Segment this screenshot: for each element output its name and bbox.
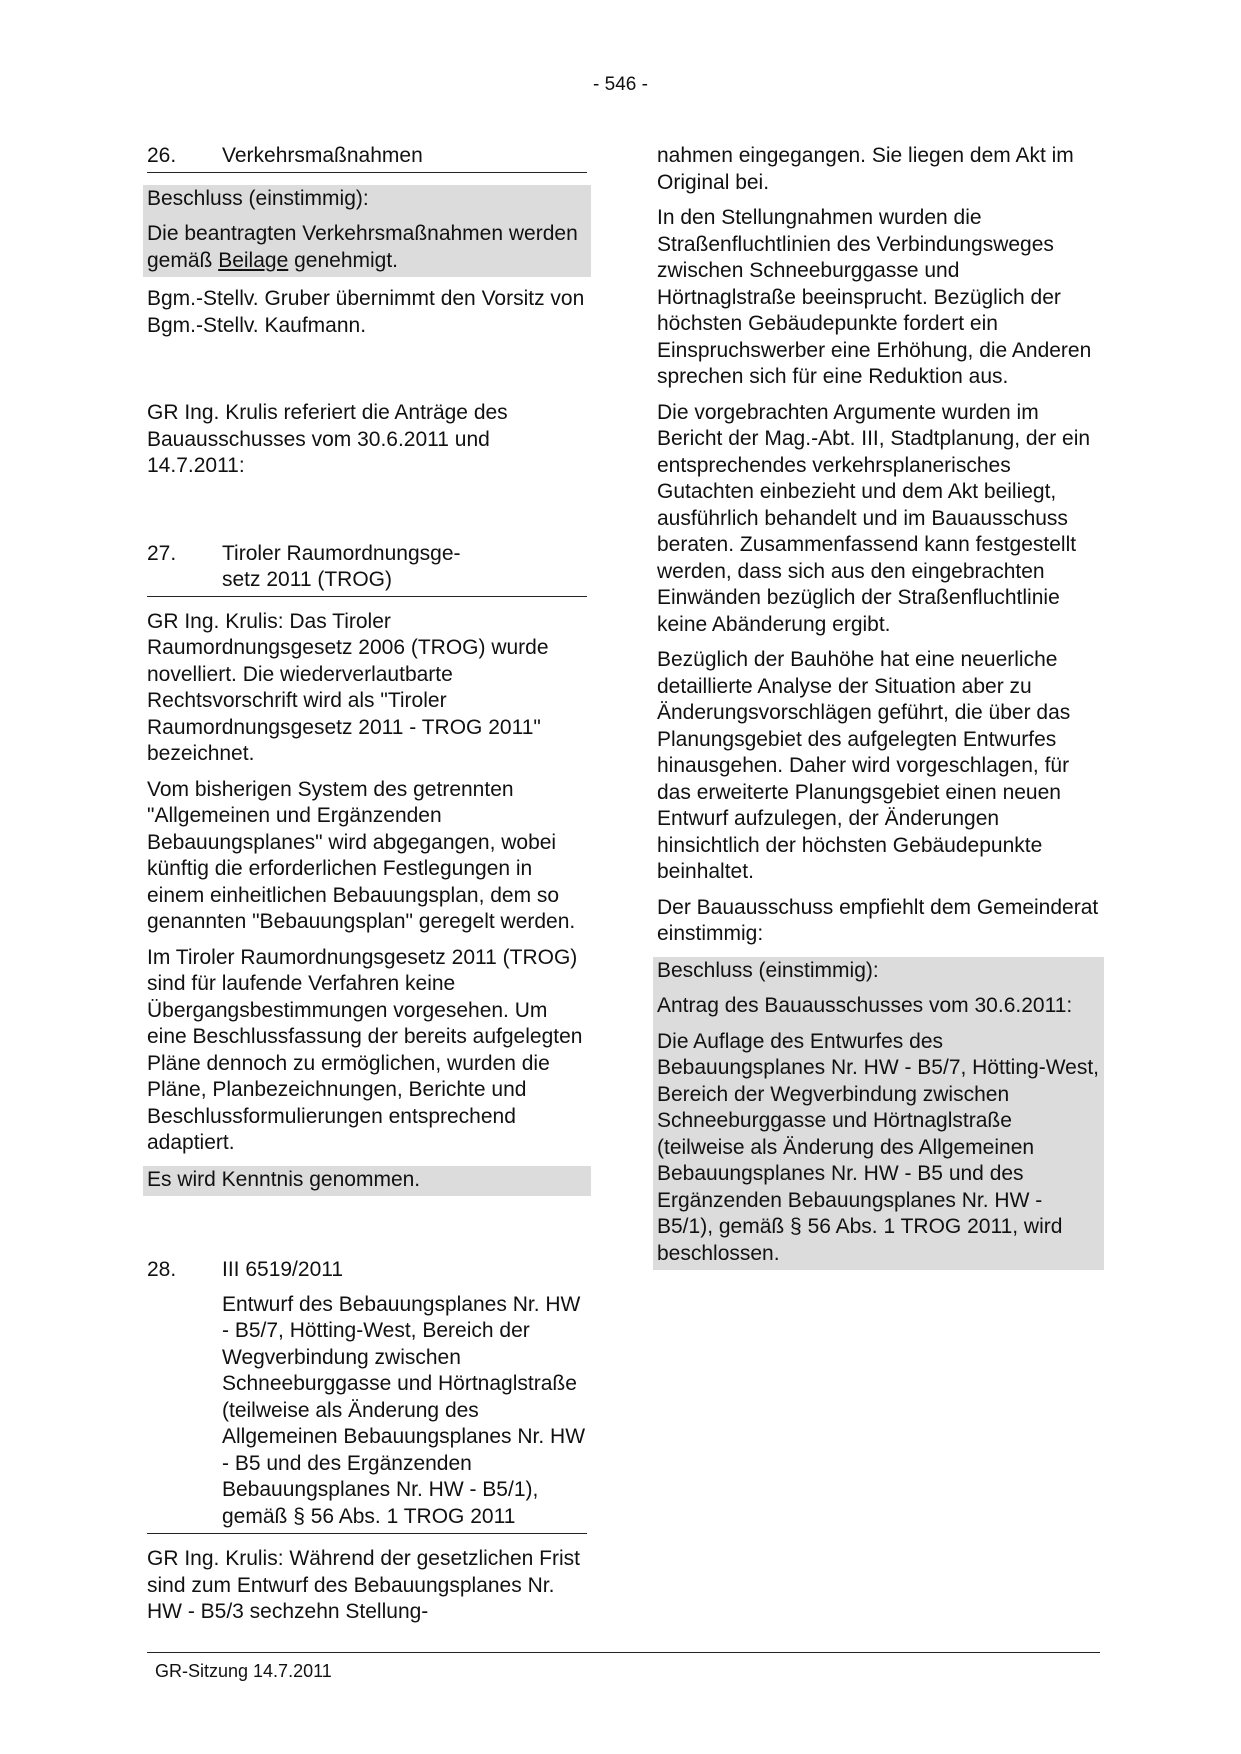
section-27-title-line2: setz 2011 (TROG) (222, 568, 392, 591)
section-28-paragraph-1-continued: nahmen eingegangen. Sie liegen dem Akt im Original bei. (657, 144, 1074, 194)
section-26-beschluss-text (147, 221, 587, 274)
section-28-antrag: Antrag des Bauausschusses vom 30.6.2011: (657, 994, 1073, 1017)
section-27-title-line1: Tiroler Raumordnungsge- (222, 541, 461, 565)
section-27-paragraph-1: GR Ing. Krulis: Das Tiroler Raumordnungsgesetz 2006 (TROG) wurde novelliert. Die wiederverlautbarte Rechtsvorschrift wird als "Tiroler Raumordnungsgesetz 2011 - TROG 2011" bezeichnet. (147, 609, 549, 765)
section-28-title: Entwurf des Bebauungsplanes Nr. HW - B5/7, Hötting-West, Bereich der Wegverbindung zwischen Schneeburggasse und Hörtnaglstraße (teilweise als Änderung des Allgemeinen Bebauungsplanes Nr. HW - B5 und des Ergänzenden Bebauungsplanes Nr. HW - B5/1), gemäß § 56 Abs. 1 TROG 2011 (147, 1292, 587, 1535)
section-28-paragraph-3: Die vorgebrachten Argumente wurden im Bericht der Mag.-Abt. III, Stadtplanung, der ein entsprechendes verkehrsplanerisches Gutachten einbezieht und dem Akt beiliegt, ausführlich behandelt und im Bauausschuss beraten. Zusammenfassend kann festgestellt werden, dass sich aus den eingebrachten Einwänden bezüglich der Straßenfluchtlinie keine Abänderung ergibt. (657, 400, 1091, 636)
footer-rule (147, 1652, 1100, 1653)
section-26-title: Verkehrsmaßnahmen (222, 144, 423, 167)
section-27-title (222, 541, 587, 594)
section-26-beschluss-label: Beschluss (einstimmig): (147, 186, 369, 210)
section-27-resolution (143, 1166, 591, 1197)
footer-text: GR-Sitzung 14.7.2011 (155, 1661, 332, 1681)
section-27-paragraph-3: Im Tiroler Raumordnungsgesetz 2011 (TROG) sind für laufende Verfahren keine Übergangsbestimmungen vorgesehen. Um eine Beschlussfassung der bereits aufgelegten Pläne dennoch zu ermöglichen, wurden die Pläne, Planbezeichnungen, Berichte und Beschlussformulierungen entsprechend adaptiert. (147, 945, 583, 1154)
left-column (147, 143, 587, 1635)
section-28-number: 28. (147, 1258, 177, 1281)
section-28-heading (147, 1257, 587, 1286)
section-28-paragraph-1: GR Ing. Krulis: Während der gesetzlichen Frist sind zum Entwurf des Bebauungsplanes Nr. HW - B5/3 sechzehn Stellung- (147, 1547, 581, 1623)
chair-note: Bgm.-Stellv. Gruber übernimmt den Vorsitz von Bgm.-Stellv. Kaufmann. (147, 287, 585, 337)
right-column-body (657, 143, 1100, 1279)
section-26-heading (147, 143, 587, 173)
section-28-beschluss-text: Die Auflage des Entwurfes des Bebauungsplanes Nr. HW - B5/7, Hötting-West, Bereich der Wegverbindung zwischen Schneeburggasse und Hörtnaglstraße (teilweise als Änderung des Allgemeinen Bebauungsplanes Nr. HW - B5 und des Ergänzenden Bebauungsplanes Nr. HW - B5/1), gemäß § 56 Abs. 1 TROG 2011, wird beschlossen. (657, 1029, 1099, 1265)
section-27-heading (147, 541, 587, 597)
section-28-beschluss-label: Beschluss (einstimmig): (657, 958, 879, 982)
beilage-link[interactable]: Beilage (218, 248, 289, 272)
section-26-resolution (143, 185, 591, 278)
section-28-paragraph-2: In den Stellungnahmen wurden die Straßenfluchtlinien des Verbindungsweges zwischen Schneeburggasse und Hörtnaglstraße beeinsprucht. Bezüglich der höchsten Gebäudepunkte fordert ein Einspruchswerber eine Erhöhung, die Anderen sprechen sich für eine Reduktion aus. (657, 206, 1092, 388)
section-27-kenntnis: Es wird Kenntnis genommen. (147, 1167, 421, 1191)
section-27-paragraph-2: Vom bisherigen System des getrennten "Allgemeinen und Ergänzenden Bebauungsplanes" wird abgegangen, wobei künftig die erforderlichen Festlegungen in einem einheitlichen Bebauungsplan, dem so genannten "Bebauungsplan" geregelt werden. (147, 777, 576, 933)
section-27-number: 27. (147, 541, 177, 565)
page-number: - 546 - (593, 74, 648, 95)
section-28-paragraph-4: Bezüglich der Bauhöhe hat eine neuerliche detaillierte Analyse der Situation aber zu Änderungsvorschlägen geführt, die über das Planungsgebiet des aufgelegten Entwurfes hinausgehen. Daher wird vorgeschlagen, für das erweiterte Planungsgebiet einen neuen Entwurf aufzulegen, der Änderungen hinsichtlich der höchsten Gebäudepunkte beinhaltet. (657, 648, 1071, 883)
report-intro: GR Ing. Krulis referiert die Anträge des Bauausschusses vom 30.6.2011 und 14.7.2011: (147, 401, 508, 477)
section-26-number: 26. (147, 144, 177, 167)
beschluss-text-pre: Die beantragten Verkehrsmaßnahmen werden gemäß (147, 222, 578, 272)
section-28-paragraph-5: Der Bauausschuss empfiehlt dem Gemeinderat einstimmig: (657, 895, 1099, 945)
section-28-reference: III 6519/2011 (222, 1258, 344, 1281)
section-28-resolution (653, 957, 1104, 1271)
beschluss-text-post: genehmigt. (288, 248, 399, 272)
